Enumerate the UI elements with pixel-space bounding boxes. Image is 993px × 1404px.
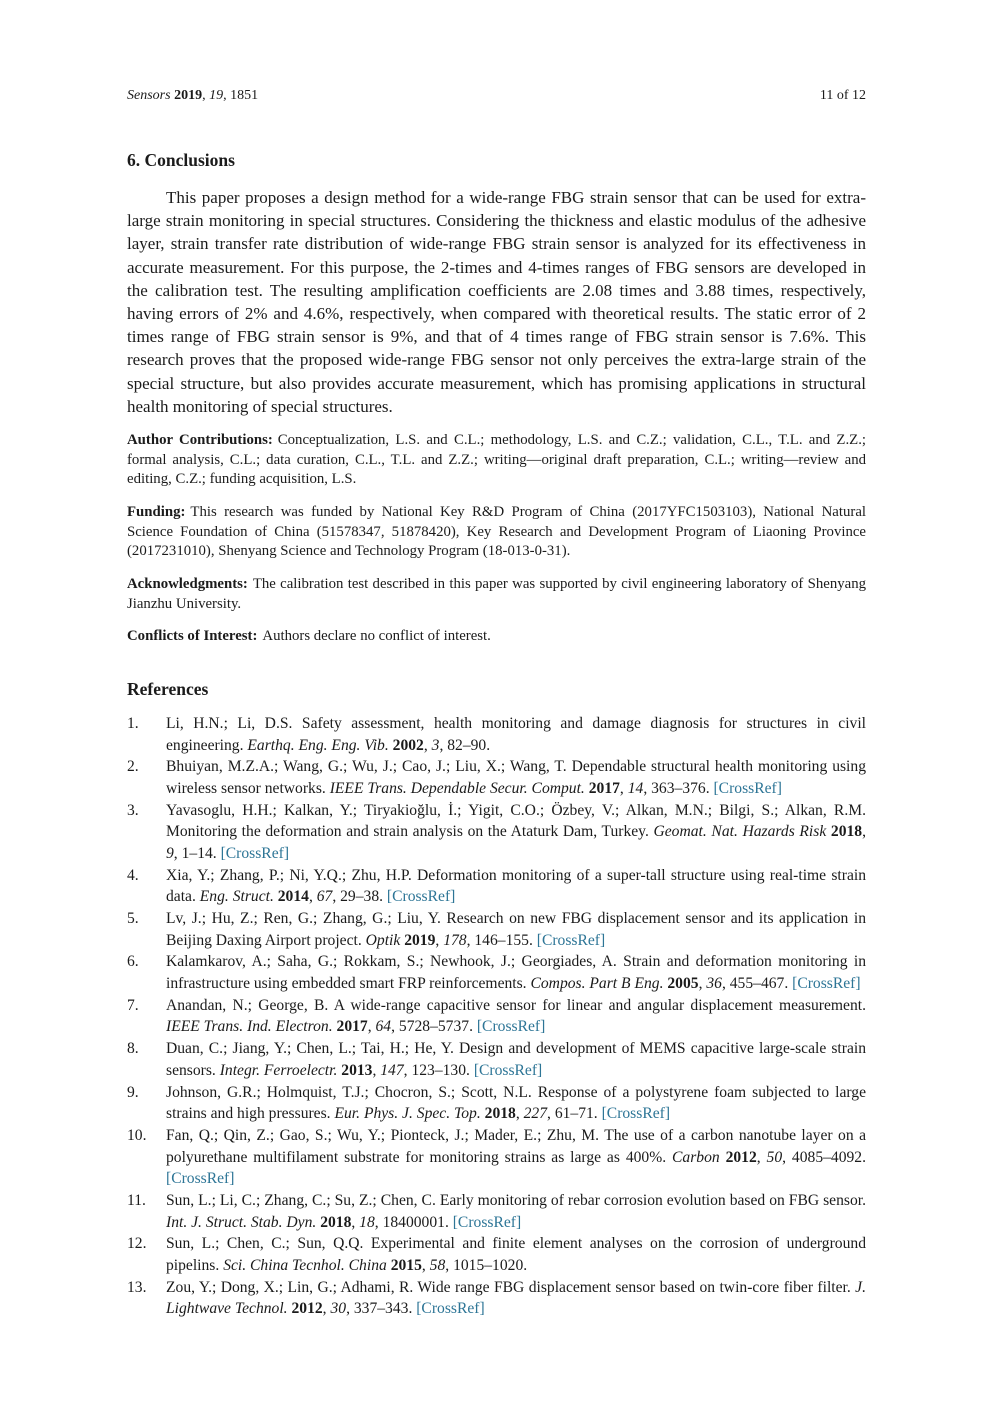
reference-number: 9.	[127, 1083, 139, 1101]
text-segment: Anandan, N.; George, B. A wide-range capacitive sensor for linear and angular displacement measurement.	[166, 996, 866, 1014]
text-segment: Sun, L.; Li, C.; Zhang, C.; Su, Z.; Chen, C. Early monitoring of rebar corrosion evolution based on FBG sensor.	[166, 1191, 866, 1209]
acknowledgments-label: Acknowledgments:	[127, 576, 248, 593]
text-segment: 58	[429, 1256, 446, 1274]
reference-item	[127, 908, 866, 951]
text-segment: IEEE Trans. Dependable Secur. Comput.	[329, 780, 589, 798]
page-indicator: 11 of 12	[819, 88, 866, 103]
reference-item	[127, 1233, 866, 1276]
text-segment: , 123–130.	[403, 1061, 474, 1079]
text-segment: ,	[515, 1105, 524, 1123]
text-segment: , 146–155.	[466, 931, 537, 949]
references-list	[127, 713, 866, 1320]
reference-number: 10.	[127, 1126, 147, 1144]
funding-text: This research was funded by National Key R&D Program of China (2017YFC1503103), National Natural Science Foundation of China (51578347, 51878420), Key Research and Development Program of Liaoning Province (2017231010), Shenyang Science and Technology Program (18-013-0-31).	[127, 504, 866, 560]
text-segment: Geomat. Nat. Hazards Risk	[653, 823, 831, 841]
reference-item	[127, 995, 866, 1038]
reference-number: 6.	[127, 953, 139, 971]
author-contributions-text: Conceptualization, L.S. and C.L.; methodology, L.S. and C.Z.; validation, C.L., T.L. and Z.Z.; formal analysis, C.L.; data curation, C.L., T.L. and Z.Z.; writing—original draft preparation, C.L.; writing—review and editing, C.Z.; funding acquisition, L.S.	[127, 432, 867, 488]
text-segment: Earthq. Eng. Eng. Vib.	[247, 736, 393, 754]
funding-label: Funding:	[127, 504, 186, 521]
text-segment: 30	[330, 1300, 347, 1318]
text-segment: Kalamkarov, A.; Saha, G.; Rokkam, S.; Newhook, J.; Georgiades, A. Strain and deformation monitoring in infrastructure using embedded smart FRP reinforcements.	[166, 953, 866, 993]
text-segment: , 4085–4092.	[782, 1148, 867, 1166]
reference-number: 1.	[127, 715, 139, 733]
text-segment: , 18400001.	[374, 1213, 453, 1231]
text-segment: , 337–343.	[346, 1300, 417, 1318]
author-contributions-label: Author Contributions:	[127, 432, 273, 449]
text-segment: 2017	[336, 1018, 368, 1036]
reference-text	[166, 867, 866, 906]
text-segment: Lv, J.; Hu, Z.; Ren, G.; Zhang, G.; Liu, Y. Research on new FBG displacement sensor and its application in Beijing Daxing Airport project.	[166, 910, 866, 949]
text-segment: , 1015–1020.	[445, 1256, 528, 1274]
crossref-link[interactable]: [CrossRef]	[536, 931, 606, 949]
reference-text	[166, 910, 866, 949]
reference-text	[166, 1084, 866, 1123]
text-segment: ,	[202, 88, 210, 103]
crossref-link[interactable]: [CrossRef]	[792, 975, 861, 993]
text-segment: ,	[372, 1061, 381, 1079]
text-segment: 2018	[484, 1105, 516, 1123]
text-segment: 2019	[174, 88, 203, 103]
text-segment: 2012	[725, 1148, 757, 1166]
text-segment: 2018	[320, 1213, 352, 1231]
reference-number: 12.	[127, 1235, 147, 1253]
text-segment: 36	[706, 975, 722, 993]
text-segment: ,	[322, 1300, 331, 1318]
text-segment: IEEE Trans. Ind. Electron.	[166, 1018, 337, 1036]
text-segment: , 82–90.	[439, 736, 491, 754]
text-segment: 2014	[277, 888, 309, 906]
text-segment: ,	[619, 780, 628, 798]
text-segment: 18	[359, 1213, 375, 1231]
text-segment: 50	[766, 1148, 783, 1166]
text-segment: , 29–38.	[332, 888, 387, 906]
text-segment: ,	[435, 931, 444, 949]
text-segment: Optik	[365, 931, 405, 949]
text-segment: Carbon	[672, 1148, 726, 1166]
acknowledgments-text: The calibration test described in this paper was supported by civil engineering laboratory of Shenyang Jianzhu University.	[127, 576, 866, 612]
crossref-link[interactable]: [CrossRef]	[166, 1170, 235, 1188]
text-segment: 227	[523, 1105, 548, 1123]
text-segment: 2019	[404, 931, 436, 949]
text-segment: 19	[209, 88, 224, 103]
text-segment: Fan, Q.; Qin, Z.; Gao, S.; Wu, Y.; Pionteck, J.; Mader, E.; Zhu, M. The use of a carbon nanotube layer on a polyurethane multifilament substrate for monitoring strains as large as 400%.	[166, 1126, 866, 1166]
text-segment: 2013	[341, 1061, 373, 1079]
text-segment: ,	[421, 1256, 430, 1274]
reference-text	[166, 1235, 866, 1274]
text-segment: Sensors	[127, 88, 175, 103]
reference-text	[166, 1279, 866, 1318]
text-segment: ,	[756, 1148, 767, 1166]
reference-number: 4.	[127, 866, 139, 884]
text-segment: ,	[308, 888, 317, 906]
text-segment: Eur. Phys. J. Spec. Top.	[334, 1105, 485, 1123]
conflicts-label: Conflicts of Interest:	[127, 628, 258, 645]
conflicts-of-interest	[127, 627, 866, 647]
text-segment: 2012	[291, 1300, 323, 1318]
author-contributions	[127, 431, 866, 490]
text-segment: 2017	[588, 780, 620, 798]
reference-text	[166, 1192, 866, 1231]
reference-text	[166, 802, 866, 862]
text-segment: Int. J. Struct. Stab. Dyn.	[166, 1213, 321, 1231]
funding	[127, 503, 866, 562]
text-segment: , 5728–5737.	[391, 1018, 477, 1036]
reference-item	[127, 1038, 866, 1081]
text-segment: Zou, Y.; Dong, X.; Lin, G.; Adhami, R. Wide range FBG displacement sensor based on twin-core fiber filter.	[166, 1278, 856, 1296]
reference-text	[166, 997, 866, 1036]
conclusions-heading: 6. Conclusions	[127, 150, 235, 170]
text-segment: 147	[380, 1061, 404, 1079]
crossref-link[interactable]: [CrossRef]	[452, 1213, 522, 1231]
reference-item	[127, 1082, 866, 1125]
journal-citation	[127, 88, 258, 104]
reference-number: 8.	[127, 1040, 139, 1058]
text-segment: 14	[627, 780, 644, 798]
acknowledgments	[127, 575, 866, 614]
page-header	[127, 88, 866, 104]
text-segment: 67	[316, 888, 333, 906]
reference-text	[166, 715, 866, 754]
text-segment: Integr. Ferroelectr.	[219, 1061, 342, 1079]
text-segment: , 1851	[223, 88, 259, 103]
text-segment: Bhuiyan, M.Z.A.; Wang, G.; Wu, J.; Cao, J.; Liu, X.; Wang, T. Dependable structural health monitoring using wireless sensor networks.	[166, 758, 866, 798]
reference-item	[127, 800, 866, 865]
crossref-link[interactable]: [CrossRef]	[416, 1300, 485, 1318]
text-segment: Yavasoglu, H.H.; Kalkan, Y.; Tiryakioğlu, İ.; Yigit, C.O.; Özbey, V.; Alkan, M.N.; Bilgi, S.; Alkan, R.M. Monitoring the deformation and strain analysis on the Ataturk Dam, Turkey.	[166, 801, 866, 841]
reference-item	[127, 1190, 866, 1233]
reference-number: 13.	[127, 1278, 147, 1296]
text-segment: 2015	[390, 1256, 422, 1274]
reference-text	[166, 953, 866, 992]
reference-item	[127, 951, 866, 994]
text-segment: Eng. Struct.	[199, 888, 278, 906]
reference-item	[127, 756, 866, 799]
backmatter-section	[127, 431, 866, 647]
conclusions-paragraph: This paper proposes a design method for a wide-range FBG strain sensor that can be used for extra-large strain monitoring in special structures. Considering the thickness and elastic modulus of the adhesive layer, strain transfer rate distribution of wide-range FBG strain sensor is analyzed for its effectiveness in accurate measurement. For this purpose, the 2-times and 4-times ranges of FBG sensors are developed in the calibration test. The resulting amplification coefficients are 2.08 times and 3.88 times, respectively, having errors of 2% and 4.6%, respectively, when compared with theoretical results. The static error of 2 times range of FBG strain sensor is 9%, and that of 4 times range of FBG strain sensor is 7.6%. This research proves that the proposed wide-range FBG sensor not only perceives the extra-large strain of the special structure, but also provides accurate measurement, which has promising applications in structural health monitoring of special structures.	[127, 188, 866, 416]
text-segment: J. Lightwave Technol.	[166, 1278, 866, 1318]
reference-text	[166, 758, 866, 797]
text-segment: Xia, Y.; Zhang, P.; Ni, Y.Q.; Zhu, H.P. Deformation monitoring of a super-tall structure using real-time strain data.	[166, 866, 866, 906]
text-segment: 3	[431, 736, 440, 754]
reference-number: 3.	[127, 801, 139, 819]
text-segment: Johnson, G.R.; Holmquist, T.J.; Chocron, S.; Scott, N.L. Response of a polystyrene foam subjected to large strains and high pressures.	[166, 1083, 866, 1123]
crossref-link[interactable]: [CrossRef]	[473, 1061, 543, 1079]
crossref-link[interactable]: [CrossRef]	[713, 780, 782, 798]
text-segment: 2005	[667, 975, 699, 993]
reference-number: 11.	[127, 1191, 146, 1209]
text-segment: 64	[375, 1018, 392, 1036]
reference-item	[127, 1277, 866, 1320]
reference-item	[127, 1125, 866, 1190]
text-segment: 2018	[830, 823, 863, 841]
references-heading: References	[127, 679, 209, 700]
text-segment: ,	[862, 823, 866, 841]
reference-number: 5.	[127, 910, 139, 928]
text-segment: ,	[423, 736, 432, 754]
text-segment: ,	[698, 975, 707, 993]
text-segment: , 1–14.	[173, 845, 221, 863]
text-segment: Li, H.N.; Li, D.S. Safety assessment, health monitoring and damage diagnosis for structures in civil engineering.	[166, 715, 866, 754]
reference-number: 2.	[127, 758, 139, 776]
text-segment: ,	[351, 1213, 360, 1231]
crossref-link[interactable]: [CrossRef]	[601, 1105, 671, 1123]
text-segment: , 61–71.	[547, 1105, 602, 1123]
text-segment: ,	[367, 1018, 376, 1036]
crossref-link[interactable]: [CrossRef]	[386, 888, 456, 906]
reference-text	[166, 1040, 866, 1079]
text-segment: , 363–376.	[643, 780, 714, 798]
reference-item	[127, 865, 866, 908]
text-segment: 2002	[392, 736, 424, 754]
text-segment: Duan, C.; Jiang, Y.; Chen, L.; Tai, H.; He, Y. Design and development of MEMS capacitive large-scale strain sensors.	[166, 1040, 866, 1079]
crossref-link[interactable]: [CrossRef]	[220, 845, 290, 863]
text-segment: Sun, L.; Chen, C.; Sun, Q.Q. Experimental and finite element analyses on the corrosion of underground pipelins.	[166, 1235, 866, 1274]
text-segment: Compos. Part B Eng.	[530, 975, 668, 993]
reference-text	[166, 1127, 866, 1187]
reference-item	[127, 713, 866, 756]
conflicts-text: Authors declare no conflict of interest.	[262, 628, 491, 645]
reference-number: 7.	[127, 996, 139, 1014]
text-segment: 178	[443, 931, 467, 949]
text-segment: Sci. China Tecnhol. China	[223, 1256, 391, 1274]
crossref-link[interactable]: [CrossRef]	[476, 1018, 546, 1036]
text-segment: , 455–467.	[721, 975, 793, 993]
text-segment: 9	[166, 845, 174, 863]
